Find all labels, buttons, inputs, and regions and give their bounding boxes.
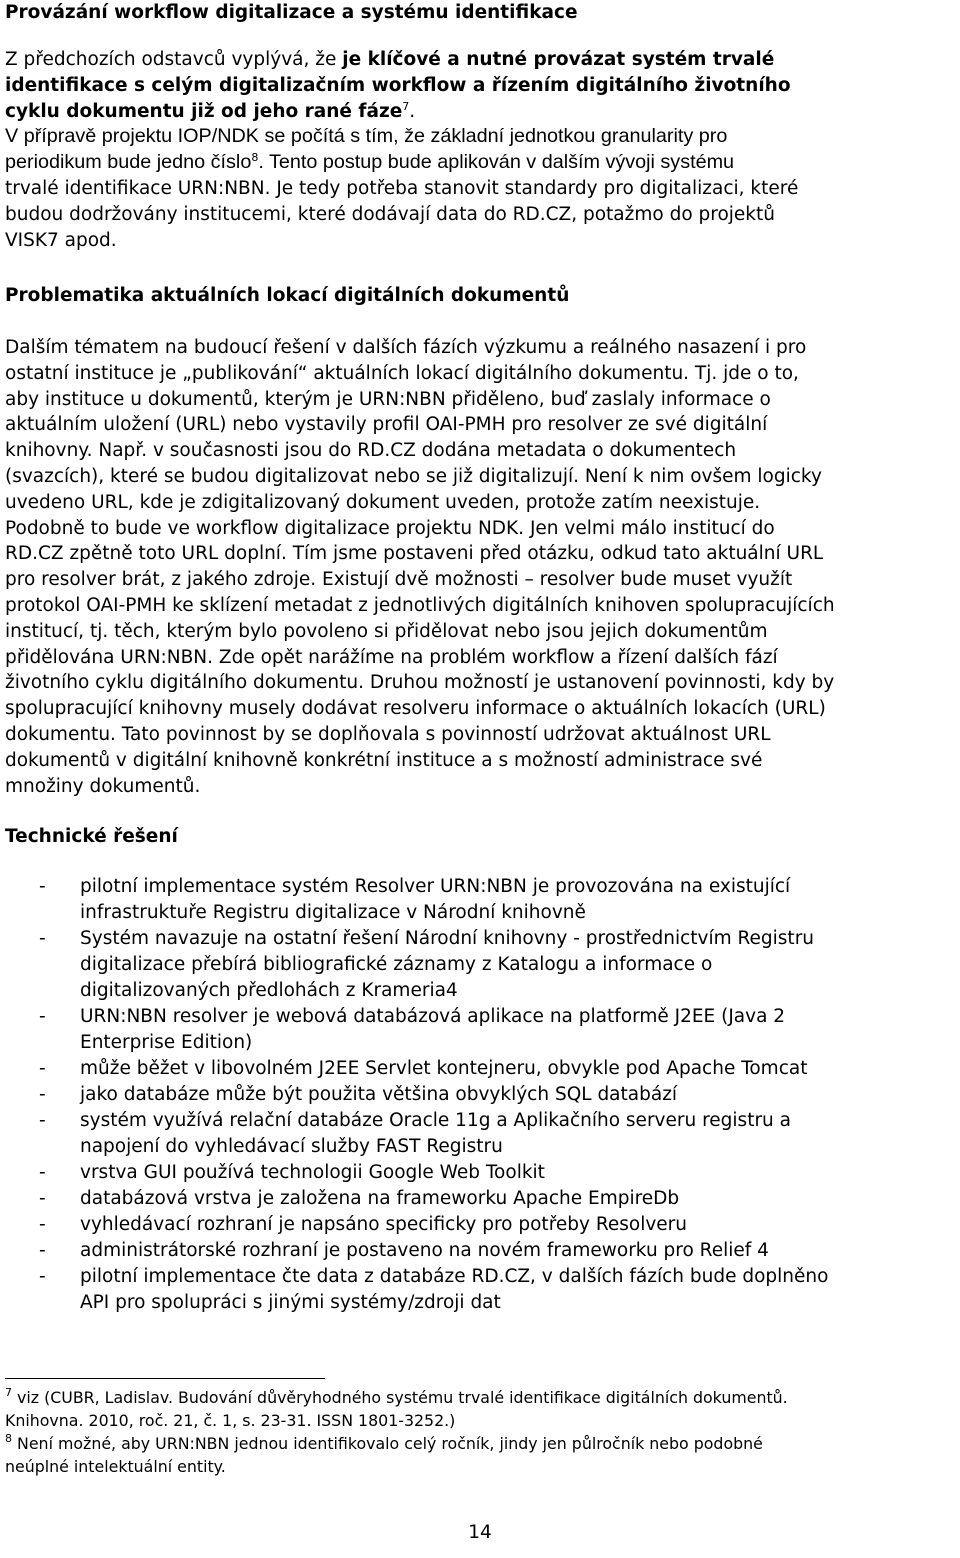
text-line: spolupracující knihovny musely dodávat resolveru informace o aktuálních lokacích (URL) <box>5 698 826 720</box>
footnote-line <box>5 1432 960 1455</box>
text-segment: . <box>409 100 416 122</box>
list-item-text: systém využívá relační databáze Oracle 11g a Aplikačního serveru registru a <box>80 1110 791 1131</box>
text-line: Podobně to bude ve workflow digitalizace projektu NDK. Jen velmi málo institucí do <box>5 517 775 539</box>
list-item <box>5 1108 960 1160</box>
list-item-text: digitalizace přebírá bibliografické záznamy z Katalogu a informace o <box>80 954 713 975</box>
text-line: dokumentů v digitální knihovně konkrétní instituce a s možností administrace své <box>5 749 763 771</box>
section-heading-workflow: Provázání workflow digitalizace a systému identifikace <box>5 2 578 23</box>
list-item-text: databázová vrstva je založena na frameworku Apache EmpireDb <box>80 1188 680 1209</box>
list-item-text: URN:NBN resolver je webová databázová aplikace na platformě J2EE (Java 2 <box>80 1006 786 1027</box>
list-bullet: - <box>39 1058 46 1079</box>
footnote-7 <box>5 1386 960 1432</box>
text-segment: je klíčové a nutné provázat systém trvalé <box>342 49 775 70</box>
list-item-text: vyhledávací rozhraní je napsáno specificky pro potřeby Resolveru <box>80 1214 688 1235</box>
text-line: aktuálním uložení (URL) nebo vystavily profil OAI-PMH pro resolver ze své digitální <box>5 414 768 436</box>
list-item-text: pilotní implementace systém Resolver URN:NBN je provozována na existující <box>80 876 791 897</box>
text-line: protokol OAI-PMH ke sklízení metadat z jednotlivých digitálních knihoven spolupracujících <box>5 594 835 616</box>
paragraph-locations <box>5 335 960 799</box>
text-line <box>5 124 960 150</box>
footnote-line: neúplné intelektuální entity. <box>5 1457 226 1476</box>
list-bullet: - <box>39 1188 46 1209</box>
list-item <box>5 1056 960 1082</box>
text-line <box>5 202 960 228</box>
list-item <box>5 1082 960 1108</box>
text-line: množiny dokumentů. <box>5 775 201 797</box>
list-item-text: pilotní implementace čte data z databáze RD.CZ, v dalších fázích bude doplněno <box>80 1266 829 1287</box>
text-line <box>5 73 960 99</box>
text-line: dokumentu. Tato povinnost by se doplňovala s povinností udržovat aktuálnost URL <box>5 723 771 745</box>
section-heading-locations: Problematika aktuálních lokací digitálních dokumentů <box>5 285 570 306</box>
text-segment: trvalé identifikace URN:NBN. Je tedy potřeba stanovit standardy pro digitalizaci, které <box>5 177 799 199</box>
paragraph-workflow <box>5 47 960 253</box>
list-item <box>5 1160 960 1186</box>
list-bullet: - <box>39 876 46 897</box>
list-item-text: digitalizovaných předlohách z Krameria4 <box>80 980 458 1001</box>
list-item-text: Systém navazuje na ostatní řešení Národní knihovny - prostřednictvím Registru <box>80 928 815 949</box>
list-item-text: API pro spolupráci s jinými systémy/zdroji dat <box>80 1292 501 1313</box>
list-item-text: může běžet v libovolném J2EE Servlet kontejneru, obvykle pod Apache Tomcat <box>80 1058 808 1079</box>
text-line: uvedeno URL, kde je zdigitalizovaný dokument uveden, protože zatím neexistuje. <box>5 491 761 513</box>
text-line: Dalším tématem na budoucí řešení v dalších fázích výzkumu a reálného nasazení i pro <box>5 337 807 358</box>
list-item-text: Enterprise Edition) <box>80 1032 253 1053</box>
text-segment: . Tento postup bude aplikován v dalším vývoji systému <box>258 151 735 174</box>
list-bullet: - <box>39 1162 46 1183</box>
text-line: životního cyklu digitálního dokumentu. Druhou možností je ustanovení povinnosti, kdy by <box>5 672 835 694</box>
footnote-number: 8 <box>5 1432 12 1445</box>
text-line <box>5 47 960 73</box>
footnote-number: 7 <box>5 1386 12 1399</box>
footnote-ref: 7 <box>402 99 410 113</box>
footnote-separator <box>5 1378 325 1379</box>
footnote-line <box>5 1386 960 1409</box>
text-segment: VISK7 apod. <box>5 229 117 251</box>
list-item-text: vrstva GUI používá technologii Google Web Toolkit <box>80 1162 545 1183</box>
list-item <box>5 1212 960 1238</box>
list-bullet: - <box>39 1110 46 1131</box>
text-segment: V přípravě projektu IOP/NDK se počítá s tím, že základní jednotkou granularity pro <box>5 125 728 148</box>
technical-list <box>5 874 960 1316</box>
text-line: (svazcích), které se budou digitalizovat nebo se již digitalizují. Není k nim ovšem logicky <box>5 465 822 487</box>
text-line <box>5 176 960 202</box>
list-item-text: jako databáze může být použita většina obvyklých SQL databází <box>80 1084 678 1105</box>
text-line <box>5 228 960 254</box>
text-line: přidělována URN:NBN. Zde opět narážíme na problém workflow a řízení dalších fází <box>5 646 778 668</box>
footnote-text: viz (CUBR, Ladislav. Budování důvěryhodného systému trvalé identifikace digitálních dokumentů. <box>12 1388 788 1407</box>
text-line: RD.CZ zpětně toto URL doplní. Tím jsme postaveni před otázku, odkud tato aktuální URL <box>5 543 824 565</box>
list-item-text: infrastruktuře Registru digitalizace v Národní knihovně <box>80 902 586 923</box>
section-heading-technical: Technické řešení <box>5 826 178 847</box>
list-item <box>5 1238 960 1264</box>
footnote-ref: 8 <box>251 151 259 165</box>
page-number: 14 <box>468 1522 492 1543</box>
text-segment: Z předchozích odstavců vyplývá, že <box>5 49 343 70</box>
text-line <box>5 150 960 176</box>
list-item-text: napojení do vyhledávací služby FAST Registru <box>80 1136 503 1157</box>
list-item <box>5 1186 960 1212</box>
text-segment: periodikum bude jedno číslo <box>5 151 252 174</box>
footnotes <box>5 1386 960 1478</box>
list-bullet: - <box>39 1006 46 1027</box>
footnote-line: Knihovna. 2010, roč. 21, č. 1, s. 23-31. ISSN 1801-3252.) <box>5 1411 456 1430</box>
list-item <box>5 1264 960 1316</box>
footnote-8 <box>5 1432 960 1478</box>
text-line: knihovny. Např. v současnosti jsou do RD.CZ dodána metadata o dokumentech <box>5 440 737 462</box>
text-segment: budou dodržovány institucemi, které dodávají data do RD.CZ, potažmo do projektů <box>5 203 775 225</box>
text-segment: identifikace s celým digitalizačním workflow a řízením digitálního životního <box>5 74 791 96</box>
list-bullet: - <box>39 1214 46 1235</box>
list-item <box>5 1004 960 1056</box>
text-line: institucí, tj. těch, kterým bylo povoleno si přidělovat nebo jsou jejich dokumentům <box>5 620 768 642</box>
text-line <box>5 99 960 125</box>
list-item <box>5 874 960 926</box>
list-item <box>5 926 960 1004</box>
text-line: ostatní instituce je „publikování“ aktuálních lokací digitálního dokumentu. Tj. jde o to, <box>5 362 799 384</box>
text-segment: cyklu dokumentu již od jeho rané fáze <box>5 100 403 122</box>
list-item-text: administrátorské rozhraní je postaveno na novém frameworku pro Relief 4 <box>80 1240 769 1261</box>
footnote-text: Není možné, aby URN:NBN jednou identifikovalo celý ročník, jindy jen půlročník nebo podobné <box>12 1434 763 1453</box>
list-bullet: - <box>39 1084 46 1105</box>
text-line: aby instituce u dokumentů, kterým je URN:NBN přiděleno, buď zaslaly informace o <box>5 388 771 410</box>
list-bullet: - <box>39 928 46 949</box>
list-bullet: - <box>39 1240 46 1261</box>
text-line: pro resolver brát, z jakého zdroje. Existují dvě možnosti – resolver bude muset využít <box>5 569 793 591</box>
list-bullet: - <box>39 1266 46 1287</box>
